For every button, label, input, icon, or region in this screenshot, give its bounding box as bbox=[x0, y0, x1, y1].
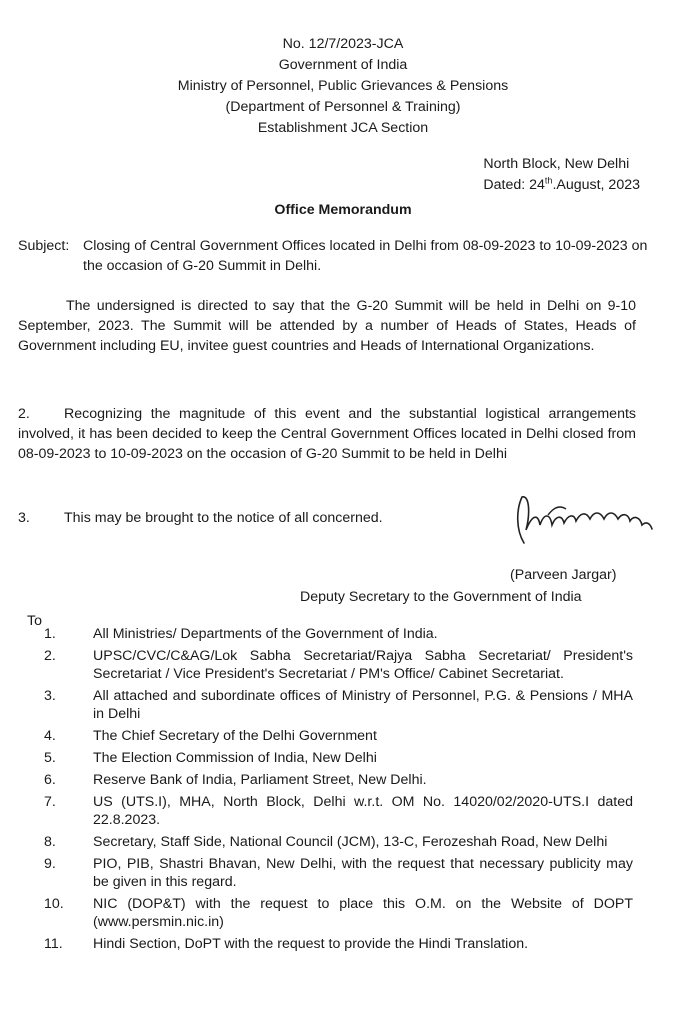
list-item-number: 7. bbox=[44, 794, 56, 810]
list-item-text: PIO, PIB, Shastri Bhavan, New Delhi, with the request that necessary publicity may be given in this regard. bbox=[93, 856, 633, 890]
list-item-number: 9. bbox=[44, 856, 56, 872]
section-name: Establishment JCA Section bbox=[257, 120, 429, 136]
government-name: Government of India bbox=[278, 57, 408, 73]
letterhead bbox=[0, 34, 686, 139]
recipient-list bbox=[0, 625, 686, 957]
list-item bbox=[0, 935, 686, 953]
list-item-number: 5. bbox=[44, 750, 56, 766]
list-item-text: UPSC/CVC/C&AG/Lok Sabha Secretariat/Rajya Sabha Secretariat/ President's Secretariat / Vice President's Secretariat / PM's Office/ Cabinet Secretariat. bbox=[93, 648, 633, 682]
subject-block bbox=[18, 236, 658, 276]
list-item-text: The Election Commission of India, New Delhi bbox=[93, 750, 377, 766]
subject-label: Subject: bbox=[18, 238, 70, 254]
date-suffix: .August, 2023 bbox=[552, 177, 640, 193]
paragraph-1: The undersigned is directed to say that the G-20 Summit will be held in Delhi on 9-10 September, 2023. The Summit will be attended by a number of Heads of States, Heads of Government including EU, invitee guest countries and Heads of International Organizations. bbox=[18, 298, 636, 354]
list-item-number: 11. bbox=[44, 936, 63, 952]
list-item-text: The Chief Secretary of the Delhi Government bbox=[93, 728, 377, 744]
paragraph-3-text: This may be brought to the notice of all concerned. bbox=[64, 510, 383, 526]
list-item bbox=[0, 833, 686, 851]
list-item bbox=[0, 793, 686, 829]
list-item bbox=[0, 855, 686, 891]
list-item-text: US (UTS.I), MHA, North Block, Delhi w.r.t. OM No. 14020/02/2020-UTS.I dated 22.8.2023. bbox=[93, 794, 633, 828]
list-item-number: 3. bbox=[44, 688, 56, 704]
paragraph-2-number: 2. bbox=[18, 406, 30, 422]
list-item-text: Reserve Bank of India, Parliament Street, New Delhi. bbox=[93, 772, 427, 788]
signatory-name: (Parveen Jargar) bbox=[510, 567, 617, 583]
list-item-number: 6. bbox=[44, 772, 56, 788]
list-item-number: 4. bbox=[44, 728, 56, 744]
list-item-text: Secretary, Staff Side, National Council (JCM), 13-C, Ferozeshah Road, New Delhi bbox=[93, 834, 608, 850]
place-and-date bbox=[483, 154, 640, 196]
date-prefix: Dated: 24 bbox=[483, 177, 545, 193]
document-title: Office Memorandum bbox=[274, 202, 412, 218]
list-item bbox=[0, 687, 686, 723]
list-item bbox=[0, 895, 686, 931]
list-item-text: All Ministries/ Departments of the Government of India. bbox=[93, 626, 438, 642]
date-superscript: th bbox=[544, 175, 553, 186]
department-name: (Department of Personnel & Training) bbox=[225, 99, 461, 115]
handwritten-signature bbox=[508, 485, 658, 560]
signatory-designation: Deputy Secretary to the Government of India bbox=[300, 589, 582, 605]
paragraph-2 bbox=[18, 404, 636, 464]
list-item bbox=[0, 647, 686, 683]
subject-text: Closing of Central Government Offices located in Delhi from 08-09-2023 to 10-09-2023 on the occasion of G-20 Summit in Delhi. bbox=[83, 238, 648, 274]
list-item bbox=[0, 749, 686, 767]
paragraph-2-text: Recognizing the magnitude of this event and the substantial logistical arrangements involved, it has been decided to keep the Central Government Offices located in Delhi closed from 08-09-2023 to 10-09-2023 on the occasion of G-20 Summit to be held in Delhi bbox=[18, 406, 636, 462]
list-item-number: 8. bbox=[44, 834, 56, 850]
location: North Block, New Delhi bbox=[483, 156, 630, 172]
list-item bbox=[0, 625, 686, 643]
list-item bbox=[0, 771, 686, 789]
memo-number: No. 12/7/2023-JCA bbox=[282, 36, 404, 52]
date bbox=[483, 175, 640, 196]
list-item-text: All attached and subordinate offices of Ministry of Personnel, P.G. & Pensions / MHA in Delhi bbox=[93, 688, 633, 722]
to-label: To bbox=[27, 613, 42, 629]
list-item-number: 10. bbox=[44, 896, 64, 912]
paragraph-3-number: 3. bbox=[18, 510, 30, 526]
list-item-text: Hindi Section, DoPT with the request to provide the Hindi Translation. bbox=[93, 936, 529, 952]
list-item-number: 2. bbox=[44, 648, 56, 664]
list-item-text: NIC (DOP&T) with the request to place this O.M. on the Website of DOPT (www.persmin.nic.in) bbox=[93, 896, 633, 930]
list-item-number: 1. bbox=[44, 626, 56, 642]
ministry-name: Ministry of Personnel, Public Grievances & Pensions bbox=[177, 78, 509, 94]
list-item bbox=[0, 727, 686, 745]
